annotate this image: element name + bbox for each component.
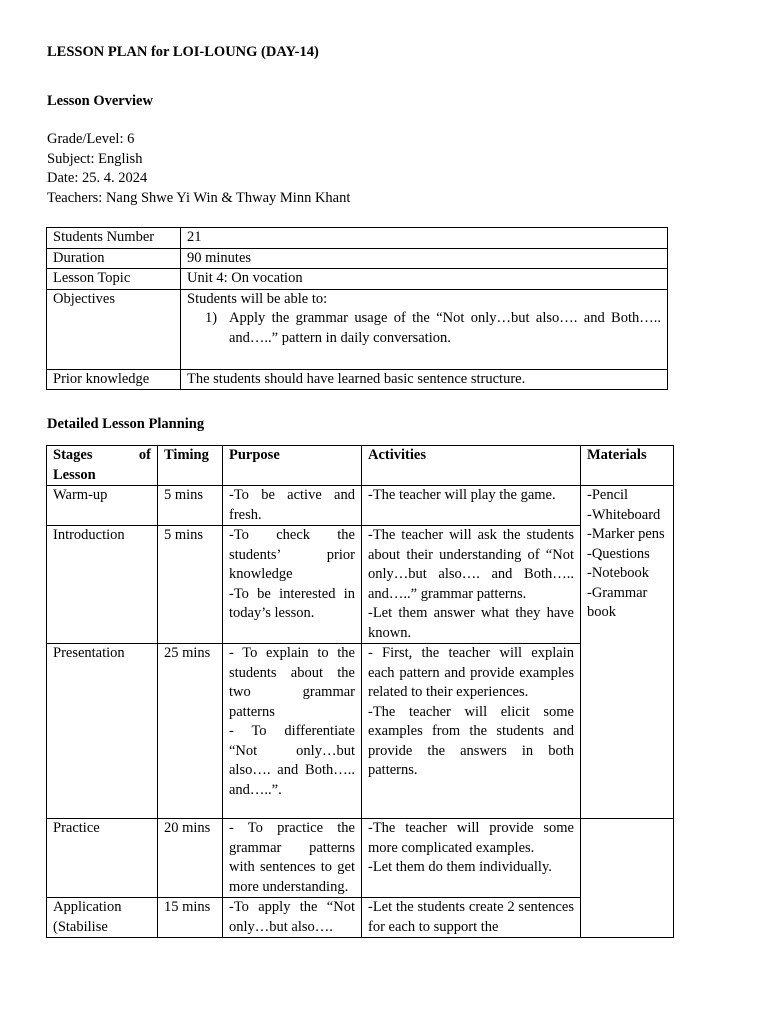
purpose-line: -To apply the “Not only…but also…. xyxy=(229,899,355,935)
materials-empty-cell xyxy=(581,819,674,938)
topic-value: Unit 4: On vocation xyxy=(181,269,668,290)
activity-line: -The teacher will play the game. xyxy=(368,487,556,503)
table-header-row xyxy=(47,446,674,486)
header-activities: Activities xyxy=(362,446,581,486)
activity-line: -Let them answer what they have known. xyxy=(368,605,574,641)
objectives-label: Objectives xyxy=(47,289,181,369)
activity-line: -Let them do them individually. xyxy=(368,859,552,875)
activities-cell xyxy=(362,898,581,938)
table-row xyxy=(47,289,668,369)
activities-cell xyxy=(362,526,581,644)
subject: Subject: English xyxy=(47,150,143,167)
table-row xyxy=(47,644,674,819)
document-title: LESSON PLAN for LOI-LOUNG (DAY-14) xyxy=(47,44,319,60)
objective-text: Apply the grammar usage of the “Not only…but also…. and Both….. and…..” pattern in daily conversation. xyxy=(229,310,661,346)
table-row xyxy=(47,228,668,249)
header-timing: Timing xyxy=(158,446,223,486)
timing-cell: 15 mins xyxy=(158,898,223,938)
stage-cell: Application (Stabilise xyxy=(47,898,158,938)
stage-cell: Introduction xyxy=(47,526,158,644)
detailed-heading: Detailed Lesson Planning xyxy=(47,416,205,432)
material-item: -Pencil xyxy=(587,487,629,503)
purpose-line: - To explain to the students about the two grammar patterns xyxy=(229,645,355,720)
purpose-line: -To be active and fresh. xyxy=(229,487,355,523)
objectives-cell xyxy=(181,289,668,369)
material-item: -Notebook xyxy=(587,565,650,581)
duration-label: Duration xyxy=(47,248,181,269)
activities-cell xyxy=(362,486,581,526)
table-row xyxy=(47,486,674,526)
activities-cell xyxy=(362,819,581,898)
table-row xyxy=(47,369,668,390)
objectives-intro: Students will be able to: xyxy=(187,290,328,307)
activity-line: -The teacher will ask the students about their understanding of “Not only…but also…. and Both….. and…..” grammar patterns. xyxy=(368,527,574,602)
table-row xyxy=(47,898,674,938)
material-item: -Questions xyxy=(587,545,650,562)
activity-line: -Let the students create 2 sentences for each to support the xyxy=(368,899,574,935)
activities-cell xyxy=(362,644,581,819)
timing-cell: 25 mins xyxy=(158,644,223,819)
material-item: -Whiteboard xyxy=(587,506,661,523)
students-value: 21 xyxy=(181,228,668,249)
material-item: -Grammar book xyxy=(587,584,648,620)
table-row xyxy=(47,526,674,644)
table-row xyxy=(47,248,668,269)
material-item: -Marker pens xyxy=(587,526,665,542)
purpose-cell xyxy=(223,486,362,526)
lesson-plan-table xyxy=(46,445,674,938)
purpose-line: - To practice the grammar patterns with sentences to get more understanding. xyxy=(229,820,355,895)
overview-meta xyxy=(47,130,350,209)
purpose-cell xyxy=(223,819,362,898)
prior-value: The students should have learned basic sentence structure. xyxy=(181,369,668,390)
stage-cell: Warm-up xyxy=(47,486,158,526)
grade-level: Grade/Level: 6 xyxy=(47,131,135,147)
lesson-info-table xyxy=(46,227,668,390)
materials-list xyxy=(587,486,667,623)
students-label: Students Number xyxy=(47,228,181,249)
header-purpose: Purpose xyxy=(223,446,362,486)
purpose-cell xyxy=(223,898,362,938)
table-row xyxy=(47,819,674,898)
purpose-cell xyxy=(223,644,362,819)
activity-line: -The teacher will provide some more complicated examples. xyxy=(368,820,574,856)
table-row xyxy=(47,269,668,290)
topic-label: Lesson Topic xyxy=(47,269,181,290)
objective-number: 1) xyxy=(205,310,218,326)
header-materials: Materials xyxy=(581,446,674,486)
purpose-cell xyxy=(223,526,362,644)
date: Date: 25. 4. 2024 xyxy=(47,170,148,187)
activity-line: - First, the teacher will explain each pattern and provide examples related to their experiences. xyxy=(368,645,574,700)
duration-value: 90 minutes xyxy=(181,248,668,269)
timing-cell: 5 mins xyxy=(158,486,223,526)
objective-item xyxy=(187,309,661,348)
overview-heading: Lesson Overview xyxy=(47,93,153,109)
timing-cell: 5 mins xyxy=(158,526,223,644)
purpose-line: -To check the students’ prior knowledge xyxy=(229,527,355,582)
prior-label: Prior knowledge xyxy=(47,369,181,390)
materials-cell xyxy=(581,486,674,819)
purpose-line: - To differentiate “Not only…but also…. and Both….. and…..”. xyxy=(229,723,355,798)
stage-cell: Practice xyxy=(47,819,158,898)
header-stages: Stages of Lesson xyxy=(47,446,158,486)
timing-cell: 20 mins xyxy=(158,819,223,898)
purpose-line: -To be interested in today’s lesson. xyxy=(229,585,355,621)
stage-cell: Presentation xyxy=(47,644,158,819)
teachers: Teachers: Nang Shwe Yi Win & Thway Minn Khant xyxy=(47,190,351,207)
activity-line: -The teacher will elicit some examples from the students and provide the answers in both patterns. xyxy=(368,703,574,778)
